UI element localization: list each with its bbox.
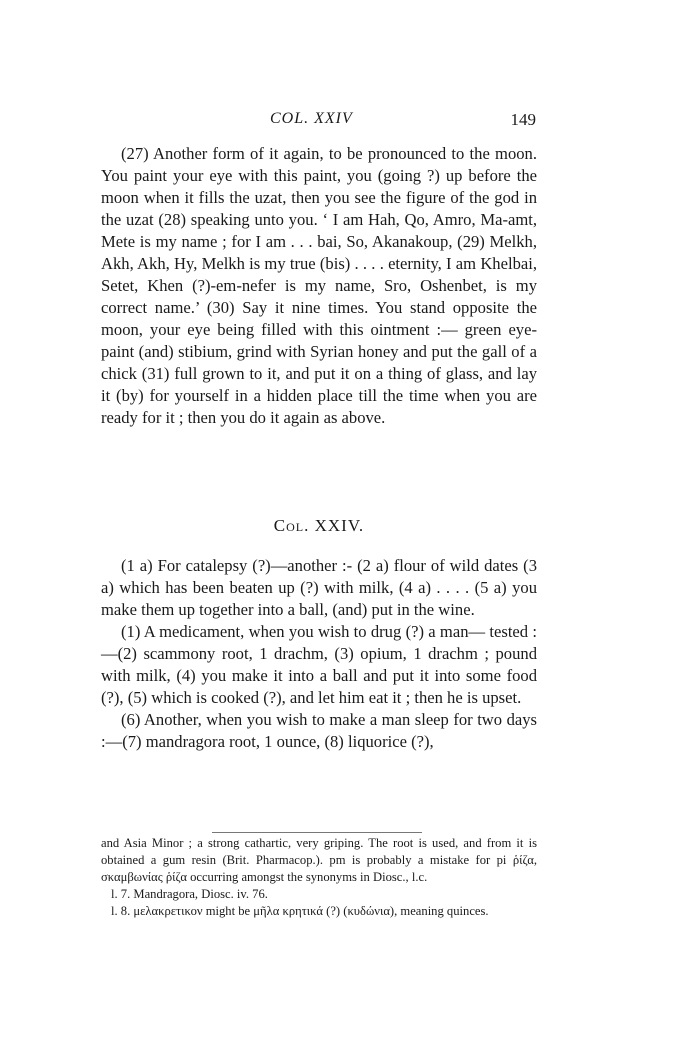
- running-title: COL. XXIV: [270, 110, 353, 127]
- body-text-bottom: [101, 555, 537, 753]
- footnote-line-8: l. 8. μελακρετικον might be μῆλα κρητικά (?) (κυδώνια), meaning quinces.: [111, 904, 489, 918]
- section-heading: Col. XXIV.: [273, 516, 365, 535]
- page-number: 149: [510, 110, 536, 129]
- footnotes: [101, 835, 537, 920]
- footnote-continued: and Asia Minor ; a strong cathartic, very griping. The root is used, and from it is obtained a gum resin (Brit. Pharmacop.). pm is probably a mistake for pi ῥίζα, σκαμβωνίας ῥίζα occurring amongst the synonyms in Diosc., l.c.: [101, 836, 537, 884]
- paragraph-medicament: (1) A medicament, when you wish to drug (?) a man— tested :—(2) scammony root, 1 drachm, (3) opium, 1 drachm ; pound with milk, (4) you make it into a ball and put it into some food (?), (5) which is cooked (?), and let him eat it ; then he is upset.: [101, 622, 537, 707]
- body-text-top: [101, 143, 537, 429]
- paragraph-27: (27) Another form of it again, to be pronounced to the moon. You paint your eye with this paint, you (going ?) up before the moon when it fills the uzat, then you see the figure of the god in the uzat (28) speaking unto you. ‘ I am Hah, Qo, Amro, Ma-amt, Mete is my name ; for I am . . . bai, So, Akanakoup, (29) Melkh, Akh, Akh, Hy, Melkh is my true (bis) . . . . eternity, I am Khelbai, Setet, Khen (?)-em-nefer is my name, Sro, Oshenbet, is my correct name.’ (30) Say it nine times. You stand opposite the moon, your eye being filled with this ointment :— green eye-paint (and) stibium, grind with Syrian honey and put the gall of a chick (31) full grown to it, and put it on a thing of glass, and lay it (by) for yourself in a hidden place till the time when you are ready for it ; then you do it again as above.: [101, 144, 537, 427]
- footnote-line-7: l. 7. Mandragora, Diosc. iv. 76.: [111, 887, 268, 901]
- paragraph-catalepsy: (1 a) For catalepsy (?)—another :- (2 a) flour of wild dates (3 a) which has been beaten up (?) with milk, (4 a) . . . . (5 a) you make them up together into a ball, (and) put in the wine.: [101, 556, 537, 619]
- running-head: [100, 110, 536, 134]
- paragraph-sleep: (6) Another, when you wish to make a man sleep for two days :—(7) mandragora root, 1 ounce, (8) liquorice (?),: [101, 710, 537, 751]
- footnote-divider: [212, 832, 422, 833]
